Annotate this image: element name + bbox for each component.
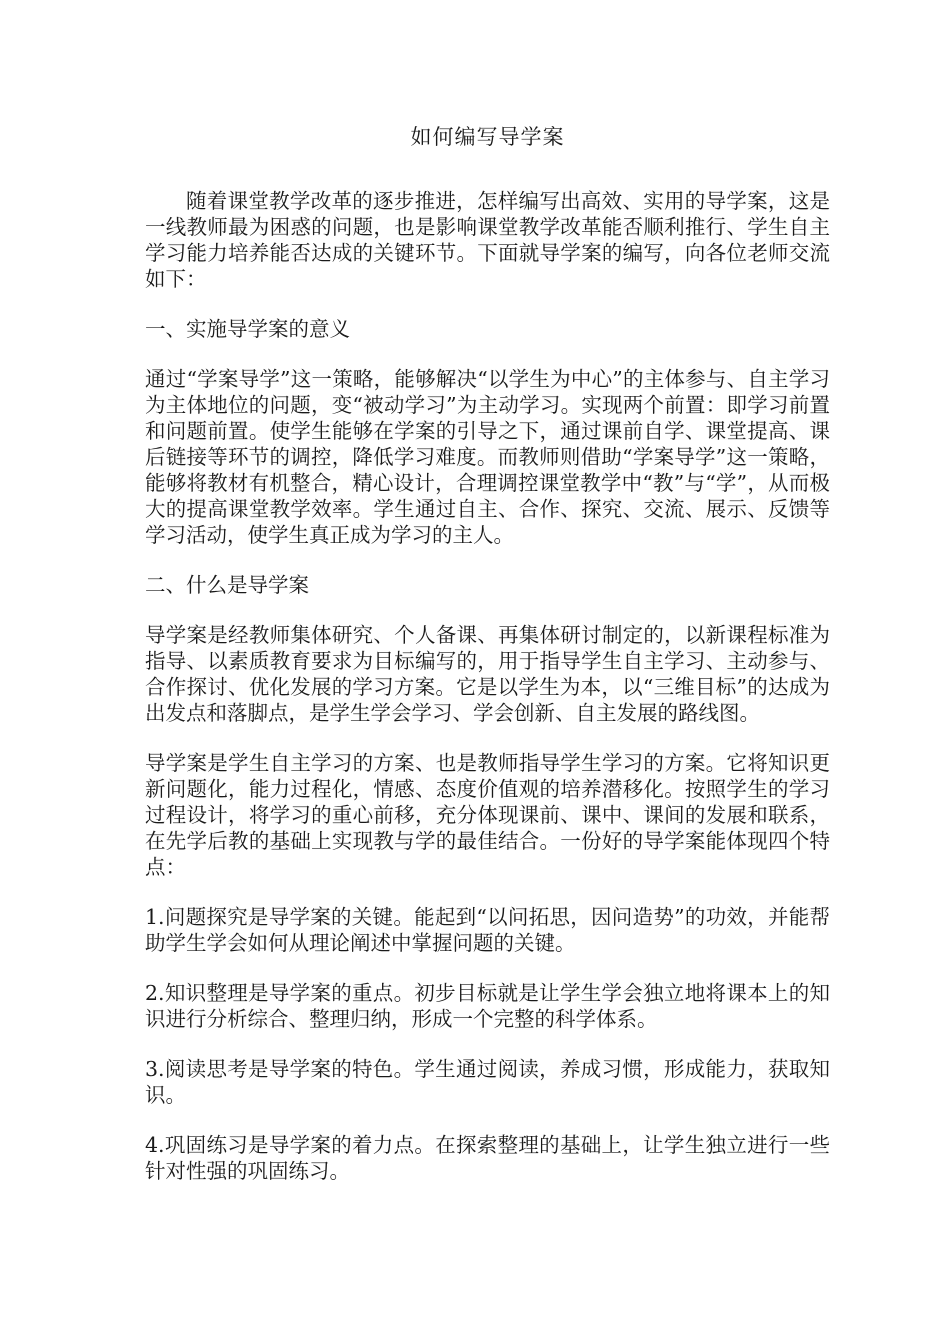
section-heading-significance: 一、实施导学案的意义 (145, 317, 350, 341)
intro-paragraph: 随着课堂教学改革的逐步推进，怎样编写出高效、实用的导学案，这是一线教师最为困惑的问题，也是影响课堂教学改革能否顺利推行、学生自主学习能力培养能否达成的关键环节。下面就导学案的编写，向各位老师交流如下： (145, 189, 830, 291)
feature-item-2: 2.知识整理是导学案的重点。初步目标就是让学生学会独立地将课本上的知识进行分析综合、整理归纳，形成一个完整的科学体系。 (145, 981, 830, 1031)
document-page (145, 122, 830, 1208)
section-heading-definition: 二、什么是导学案 (145, 573, 309, 597)
section-paragraph-definition-2: 导学案是学生自主学习的方案、也是教师指导学生学习的方案。它将知识更新问题化，能力过程化，情感、态度价值观的培养潜移化。按照学生的学习过程设计，将学习的重心前移，充分体现课前、课中、课间的发展和联系，在先学后教的基础上实现教与学的最佳结合。一份好的导学案能体现四个特点： (145, 751, 830, 879)
feature-item-1: 1.问题探究是导学案的关键。能起到“以问拓思，因问造势”的功效，并能帮助学生学会如何从理论阐述中掌握问题的关键。 (145, 905, 830, 955)
feature-item-4: 4.巩固练习是导学案的着力点。在探索整理的基础上，让学生独立进行一些针对性强的巩固练习。 (145, 1133, 830, 1183)
section-paragraph-definition-1: 导学案是经教师集体研究、个人备课、再集体研讨制定的，以新课程标准为指导、以素质教育要求为目标编写的，用于指导学生自主学习、主动参与、合作探讨、优化发展的学习方案。它是以学生为本，以“三维目标”的达成为出发点和落脚点，是学生学会学习、学会创新、自主发展的路线图。 (145, 623, 830, 725)
document-title: 如何编写导学案 (410, 125, 565, 149)
feature-item-3: 3.阅读思考是导学案的特色。学生通过阅读，养成习惯，形成能力，获取知识。 (145, 1057, 830, 1107)
section-paragraph-significance: 通过“学案导学”这一策略，能够解决“以学生为中心”的主体参与、自主学习为主体地位的问题，变“被动学习”为主动学习。实现两个前置：即学习前置和问题前置。使学生能够在学案的引导之下，通过课前自学、课堂提高、课后链接等环节的调控，降低学习难度。而教师则借助“学案导学”这一策略，能够将教材有机整合，精心设计，合理调控课堂教学中“教”与“学”，从而极大的提高课堂教学效率。学生通过自主、合作、探究、交流、展示、反馈等学习活动，使学生真正成为学习的主人。 (145, 367, 830, 547)
